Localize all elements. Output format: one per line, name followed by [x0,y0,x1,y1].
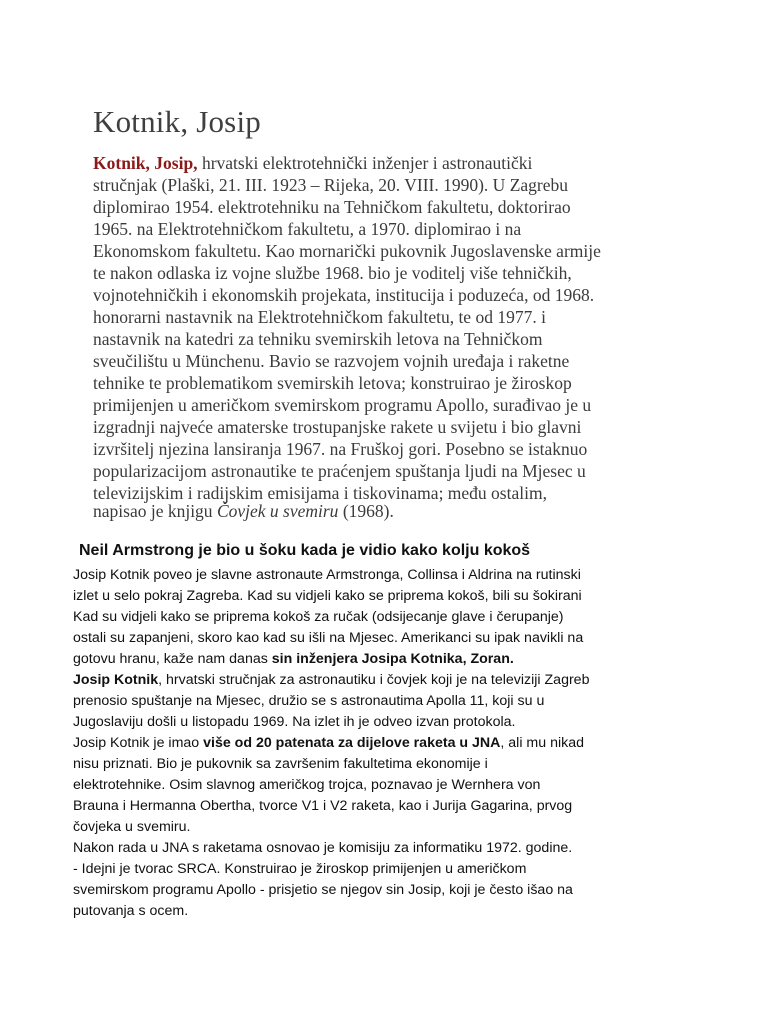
entry-line: vojnotehničkih i ekonomskih projekata, institucija i poduzeća, od 1968. [93,285,595,305]
article-line: čovjeka u svemiru. [73,819,191,835]
article-line: Nakon rada u JNA s raketama osnovao je komisiju za informatiku 1972. godine. [73,840,573,856]
article-line: ostali su zapanjeni, skoro kao kad su išli na Mjesec. Amerikanci su ipak navikli na [73,630,584,646]
entry-line [93,500,394,522]
article-line [73,649,514,670]
entry-line: popularizacijom astronautike te praćenjem spuštanja ljudi na Mjesec u [93,461,586,481]
article-text: , ali mu nikad [500,735,584,751]
entry-line [93,152,532,174]
article-line: izlet u selo pokraj Zagreba. Kad su vidjeli kako se priprema kokoš, bili su šokirani [73,588,582,604]
entry-line: stručnjak (Plaški, 21. III. 1923 – Rijeka, 20. VIII. 1990). U Zagrebu [93,175,568,195]
article-line [73,733,584,754]
article-bold-text: Josip Kotnik [73,672,159,688]
entry-line: sveučilištu u Münchenu. Bavio se razvojem vojnih uređaja i raketne [93,351,570,371]
entry-line: tehnike te problematikom svemirskih letova; konstruirao je žiroskop [93,373,572,393]
entry-lead: Kotnik, Josip, [93,153,198,173]
entry-text: (1968). [338,501,394,521]
article-line: Brauna i Hermanna Obertha, tvorce V1 i V2 raketa, kao i Jurija Gagarina, prvog [73,798,573,814]
article-text: gotovu hranu, kaže nam danas [73,651,272,667]
entry-line: diplomirao 1954. elektrotehniku na Tehničkom fakultetu, doktorirao [93,197,571,217]
entry-text: hrvatski elektrotehnički inženjer i astronautički [197,153,533,173]
article-line: Josip Kotnik poveo je slavne astronaute Armstronga, Collinsa i Aldrina na rutinski [73,567,581,583]
article-line: elektrotehnike. Osim slavnog američkog trojca, poznavao je Wernhera von [73,777,541,793]
article-text: , hrvatski stručnjak za astronautiku i čovjek koji je na televiziji Zagreb [158,672,590,688]
article-bold-text: sin inženjera Josipa Kotnika, Zoran. [271,651,514,667]
entry-line: honorarni nastavnik na Elektrotehničkom fakultetu, te od 1977. i [93,307,546,327]
article-line [73,670,589,691]
article-heading: Neil Armstrong je bio u šoku kada je vidio kako kolju kokoš [79,542,531,559]
entry-line: televizijskim i radijskim emisijama i tiskovinama; među ostalim, [93,483,547,503]
entry-line: nastavnik na katedri za tehniku svemirskih letova na Tehničkom [93,329,543,349]
article-line: nisu priznati. Bio je pukovnik sa završenim fakultetima ekonomije i [73,756,488,772]
article-line: Jugoslaviju došli u listopadu 1969. Na izlet ih je odveo izvan protokola. [73,714,516,730]
book-title: Čovjek u svemiru [216,501,339,521]
entry-line: izvršitelj njezina lansiranja 1967. na Fruškoj gori. Posebno se istaknuo [93,439,588,459]
entry-line: 1965. na Elektrotehničkom fakultetu, a 1970. diplomirao i na [93,219,522,239]
entry-line: te nakon odlaska iz vojne službe 1968. bio je voditelj više tehničkih, [93,263,572,283]
article-line: prenosio spuštanje na Mjesec, družio se s astronautima Apolla 11, koji su u [73,693,545,709]
entry-line: izgradnji najveće amaterske trostupanjske rakete u svijetu i bio glavni [93,417,582,437]
article-title: Kotnik, Josip [93,104,261,139]
article-line: - Idejni je tvorac SRCA. Konstruirao je žiroskop primijenjen u američkom [73,861,527,877]
article-text: Josip Kotnik je imao [73,735,204,751]
article-line: svemirskom programu Apollo - prisjetio se njegov sin Josip, koji je često išao na [73,882,573,898]
entry-line: primijenjen u američkom svemirskom programu Apollo, surađivao je u [93,395,592,415]
article-line: Kad su vidjeli kako se priprema kokoš za ručak (odsijecanje glave i čerupanje) [73,609,564,625]
entry-text: napisao je knjigu [93,501,217,521]
article-bold-text: više od 20 patenata za dijelove raketa u JNA [203,735,501,751]
article-line: putovanja s ocem. [73,903,189,919]
entry-line: Ekonomskom fakultetu. Kao mornarički pukovnik Jugoslavenske armije [93,241,601,261]
